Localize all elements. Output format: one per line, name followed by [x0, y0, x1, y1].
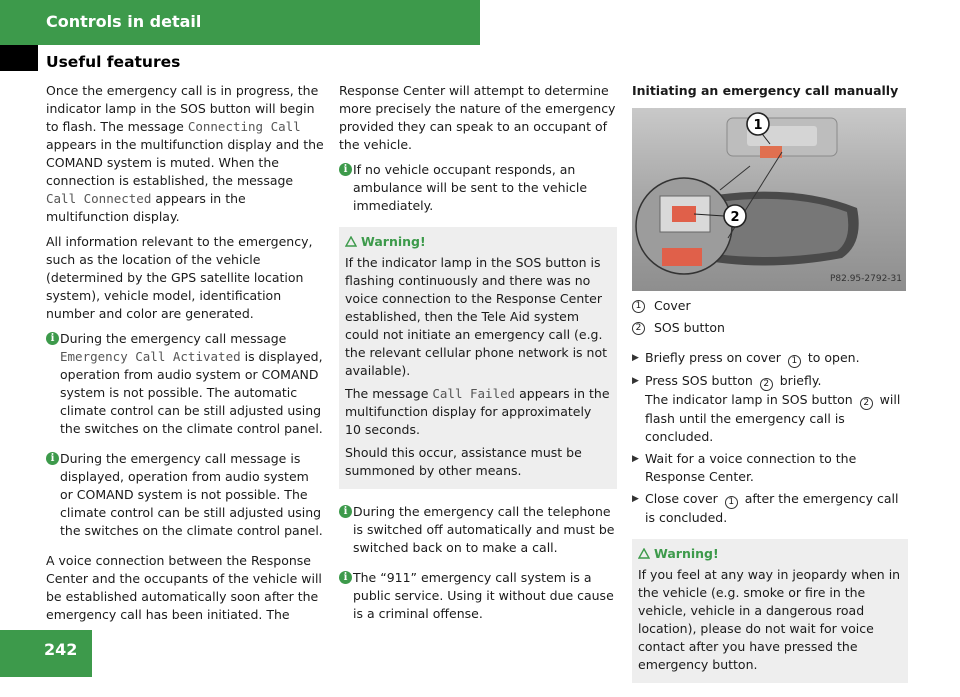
step-item: ▶ Briefly press on cover 1 to open.: [632, 350, 860, 366]
section-title: Controls in detail: [46, 12, 202, 31]
step-item: ▶ Close cover 1 after the emergency call is concluded.: [632, 491, 899, 525]
overhead-console-illustration: [632, 108, 906, 291]
arrow-right-icon: ▶: [632, 353, 639, 363]
figure-overhead-console: [632, 108, 906, 291]
black-tab: [0, 45, 38, 71]
paragraph: Response Center will attempt to determine more precisely the nature of the emergency provided they can speak to an occupant of the vehicle.: [339, 83, 616, 152]
subsection-title: Useful features: [46, 53, 181, 71]
column-3: [632, 82, 908, 697]
paragraph: All information relevant to the emergency, such as the location of the vehicle (determined by the GPS satellite location system), vehicle model, identification number and color are generated.: [46, 234, 313, 321]
info-note: i If no vehicle occupant responds, an ambulance will be sent to the vehicle immediately.: [339, 161, 617, 215]
info-icon: i: [46, 452, 59, 465]
legend-item: 1 Cover: [632, 297, 908, 315]
warning-triangle-icon: [638, 548, 650, 559]
arrow-right-icon: ▶: [632, 494, 639, 504]
arrow-right-icon: ▶: [632, 376, 639, 386]
paragraph: Once the emergency call is in progress, the indicator lamp in the SOS button will begin to flash. The message Connecting Call appears in the multifunction display and the COMAND system is muted. When the connection is established, the message Call Connected appears in the multifunction display.: [46, 83, 324, 224]
info-icon: i: [46, 332, 59, 345]
info-note: i During the emergency call message is displayed, operation from audio system or COMAND system is not possible. The climate control can be still adjusted using the switches on the climate control panel.: [46, 450, 324, 540]
warning-box: Warning! If the indicator lamp in the SOS button is flashing continuously and there was no voice connection to the Response Center established, then the Tele Aid system could not initiate an emergency call (e.g. the relevant cellular phone network is not available). The message Call Failed appears in the multifunction display for approximately 10 seconds. Should this occur, assistance must be summoned by other means.: [339, 227, 617, 489]
info-icon: i: [339, 163, 352, 176]
page-number: 242: [44, 640, 78, 659]
figure-code: P82.95-2792-31: [829, 274, 902, 284]
arrow-right-icon: ▶: [632, 454, 639, 464]
paragraph: A voice connection between the Response Center and the occupants of the vehicle will be established automatically soon after the emergency call has been initiated. The: [46, 553, 322, 622]
column-1: [46, 82, 324, 631]
info-icon: i: [339, 571, 352, 584]
info-note: i The “911” emergency call system is a public service. Using it without due cause is a criminal offense.: [339, 569, 617, 623]
column-2: [339, 82, 617, 635]
legend-item: 2 SOS button: [632, 319, 908, 337]
info-note: i During the emergency call the telephone is switched off automatically and must be switched back on to make a call.: [339, 503, 617, 557]
info-icon: i: [339, 505, 352, 518]
warning-box: Warning! If you feel at any way in jeopardy when in the vehicle (e.g. smoke or fire in the vehicle, vehicle in a dangerous road location), please do not wait for voice contact after you have pressed the emergency button.: [632, 539, 908, 683]
step-item: ▶ Press SOS button 2 briefly. The indicator lamp in SOS button 2 will flash until the emergency call is concluded.: [632, 373, 901, 444]
info-note: i During the emergency call message Emergency Call Activated is displayed, operation from audio system or COMAND system is not possible. The automatic climate control can be still adjusted using the switches on the climate control panel.: [46, 330, 324, 438]
warning-heading: Warning!: [345, 233, 611, 251]
step-item: ▶ Wait for a voice connection to the Response Center.: [632, 451, 857, 484]
section-heading: Initiating an emergency call manually: [632, 83, 899, 98]
warning-heading: Warning!: [638, 545, 902, 563]
callout-1-label: 1: [753, 118, 763, 133]
callout-2-label: 2: [730, 210, 740, 225]
warning-triangle-icon: [345, 236, 357, 247]
